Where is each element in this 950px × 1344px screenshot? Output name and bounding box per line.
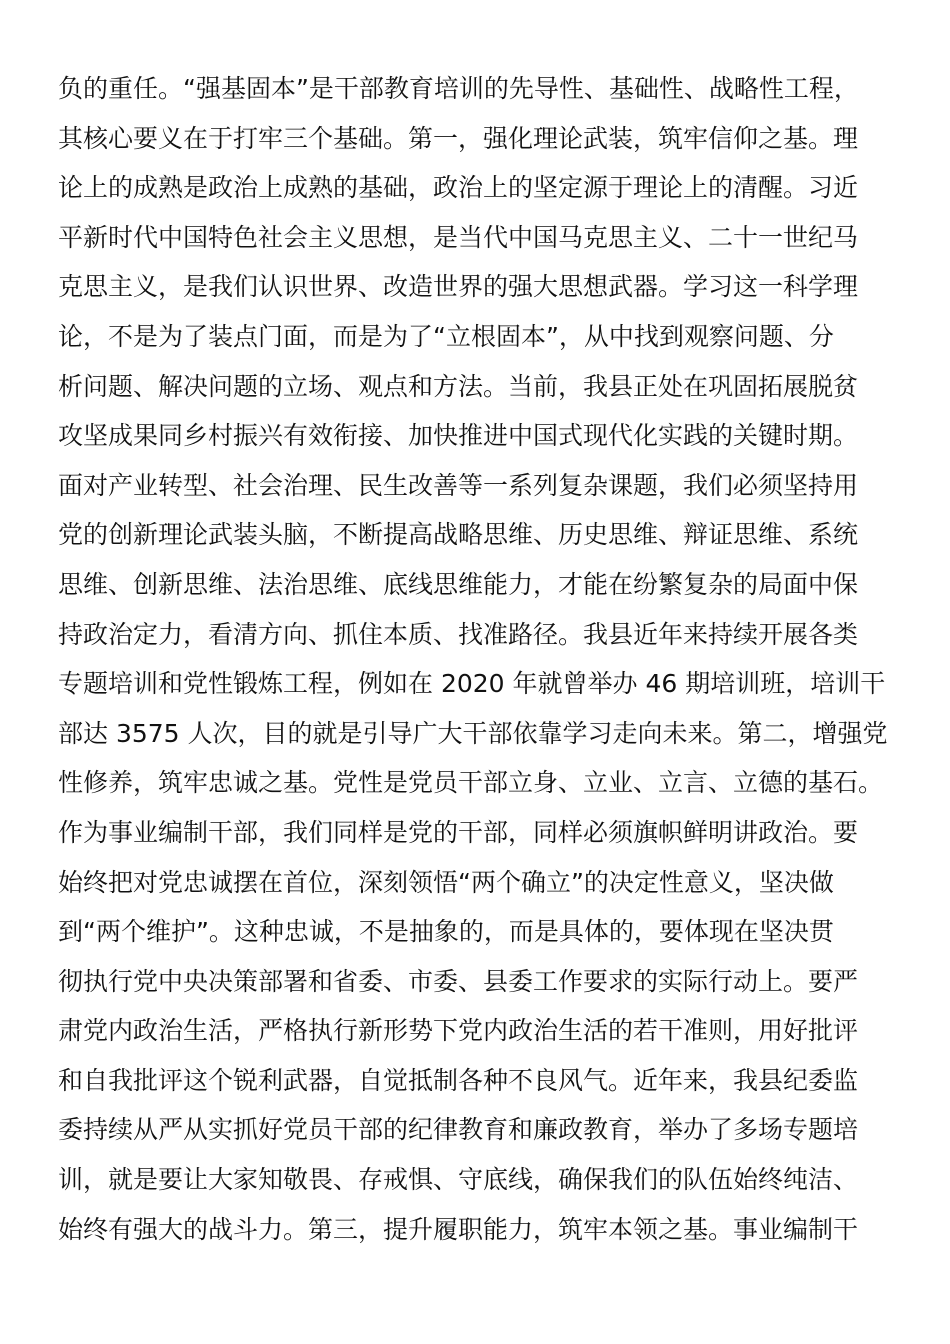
text-line: 训，就是要让大家知敬畏、存戒惧、守底线，确保我们的队伍始终纯洁、 (58, 1165, 859, 1195)
text-line: 肃党内政治生活，严格执行新形势下党内政治生活的若干准则，用好批评 (58, 1016, 859, 1046)
text-line: 到“两个维护”。这种忠诚，不是抽象的，而是具体的，要体现在坚决贯 (58, 917, 834, 947)
text-line: 性修养，筑牢忠诚之基。党性是党员干部立身、立业、立言、立德的基石。 (58, 768, 884, 798)
text-line: 论，不是为了装点门面，而是为了“立根固本”，从中找到观察问题、分 (58, 321, 834, 351)
text-line: 思维、创新思维、法治思维、底线思维能力，才能在纷繁复杂的局面中保 (58, 569, 859, 599)
text-line: 始终把对党忠诚摆在首位，深刻领悟“两个确立”的决定性意义，坚决做 (58, 867, 834, 897)
text-line: 委持续从严从实抓好党员干部的纪律教育和廉政教育，举办了多场专题培 (58, 1115, 859, 1145)
text-line: 始终有强大的战斗力。第三，提升履职能力，筑牢本领之基。事业编制干 (58, 1214, 859, 1244)
text-line: 攻坚成果同乡村振兴有效衔接、加快推进中国式现代化实践的关键时期。 (58, 421, 859, 451)
text-line: 论上的成熟是政治上成熟的基础，政治上的坚定源于理论上的清醒。习近 (58, 173, 859, 203)
text-line: 平新时代中国特色社会主义思想，是当代中国马克思主义、二十一世纪马 (58, 222, 859, 252)
text-line: 彻执行党中央决策部署和省委、市委、县委工作要求的实际行动上。要严 (58, 966, 859, 996)
text-line: 负的重任。“强基固本”是干部教育培训的先导性、基础性、战略性工程， (58, 74, 859, 103)
text-line: 作为事业编制干部，我们同样是党的干部，同样必须旗帜鲜明讲政治。要 (58, 817, 859, 847)
text-line: 克思主义，是我们认识世界、改造世界的强大思想武器。学习这一科学理 (58, 272, 859, 302)
text-line: 党的创新理论武装头脑，不断提高战略思维、历史思维、辩证思维、系统 (58, 520, 859, 550)
text-line: 专题培训和党性锻炼工程，例如在 2020 年就曾举办 46 期培训班，培训干 (58, 669, 886, 699)
text-line: 析问题、解决问题的立场、观点和方法。当前，我县正处在巩固拓展脱贫 (58, 371, 859, 401)
text-line: 持政治定力，看清方向、抓住本质、找准路径。我县近年来持续开展各类 (58, 619, 859, 649)
text-line: 其核心要义在于打牢三个基础。第一，强化理论武装，筑牢信仰之基。理 (58, 123, 859, 153)
text-line: 部达 3575 人次，目的就是引导广大干部依靠学习走向未来。第二，增强党 (58, 718, 888, 748)
text-line: 面对产业转型、社会治理、民生改善等一系列复杂课题，我们必须坚持用 (58, 470, 859, 500)
body-text (58, 64, 898, 1254)
text-line: 和自我批评这个锐利武器，自觉抵制各种不良风气。近年来，我县纪委监 (58, 1065, 859, 1095)
